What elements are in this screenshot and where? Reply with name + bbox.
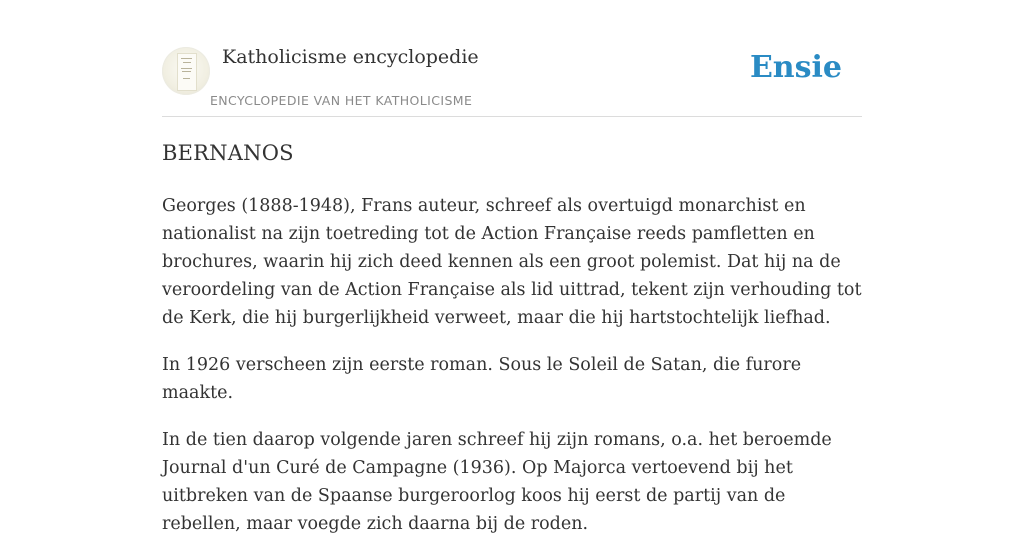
article-body (162, 192, 862, 538)
site-subtitle: ENCYCLOPEDIE VAN HET KATHOLICISME (210, 93, 473, 108)
site-title[interactable]: Katholicisme encyclopedie (222, 46, 479, 68)
article-paragraph: Georges (1888-1948), Frans auteur, schreef als overtuigd monarchist en nationalist na zijn toetreding tot de Action Française reeds pamfletten en brochures, waarin hij zich deed kennen als een groot polemist. Dat hij na de veroordeling van de Action Française als lid uittrad, tekent zijn verhouding tot de Kerk, die hij burgerlijkheid verweet, maar die hij hartstochtelijk liefhad. (162, 196, 862, 328)
book-cover-icon (177, 53, 197, 91)
ensie-brand-link[interactable]: Ensie (749, 50, 842, 85)
article-paragraph: In 1926 verscheen zijn eerste roman. Sous le Soleil de Satan, die furore maakte. (162, 355, 802, 403)
site-header (162, 40, 862, 117)
article-title: BERNANOS (162, 141, 294, 165)
encyclopedia-logo-icon[interactable] (162, 47, 210, 95)
article-paragraph: In de tien daarop volgende jaren schreef hij zijn romans, o.a. het beroemde Journal d'un Curé de Campagne (1936). Op Majorca vertoevend bij het uitbreken van de Spaanse burgeroorlog koos hij eerst de partij van de rebellen, maar voegde zich daarna bij de roden. (162, 430, 832, 534)
